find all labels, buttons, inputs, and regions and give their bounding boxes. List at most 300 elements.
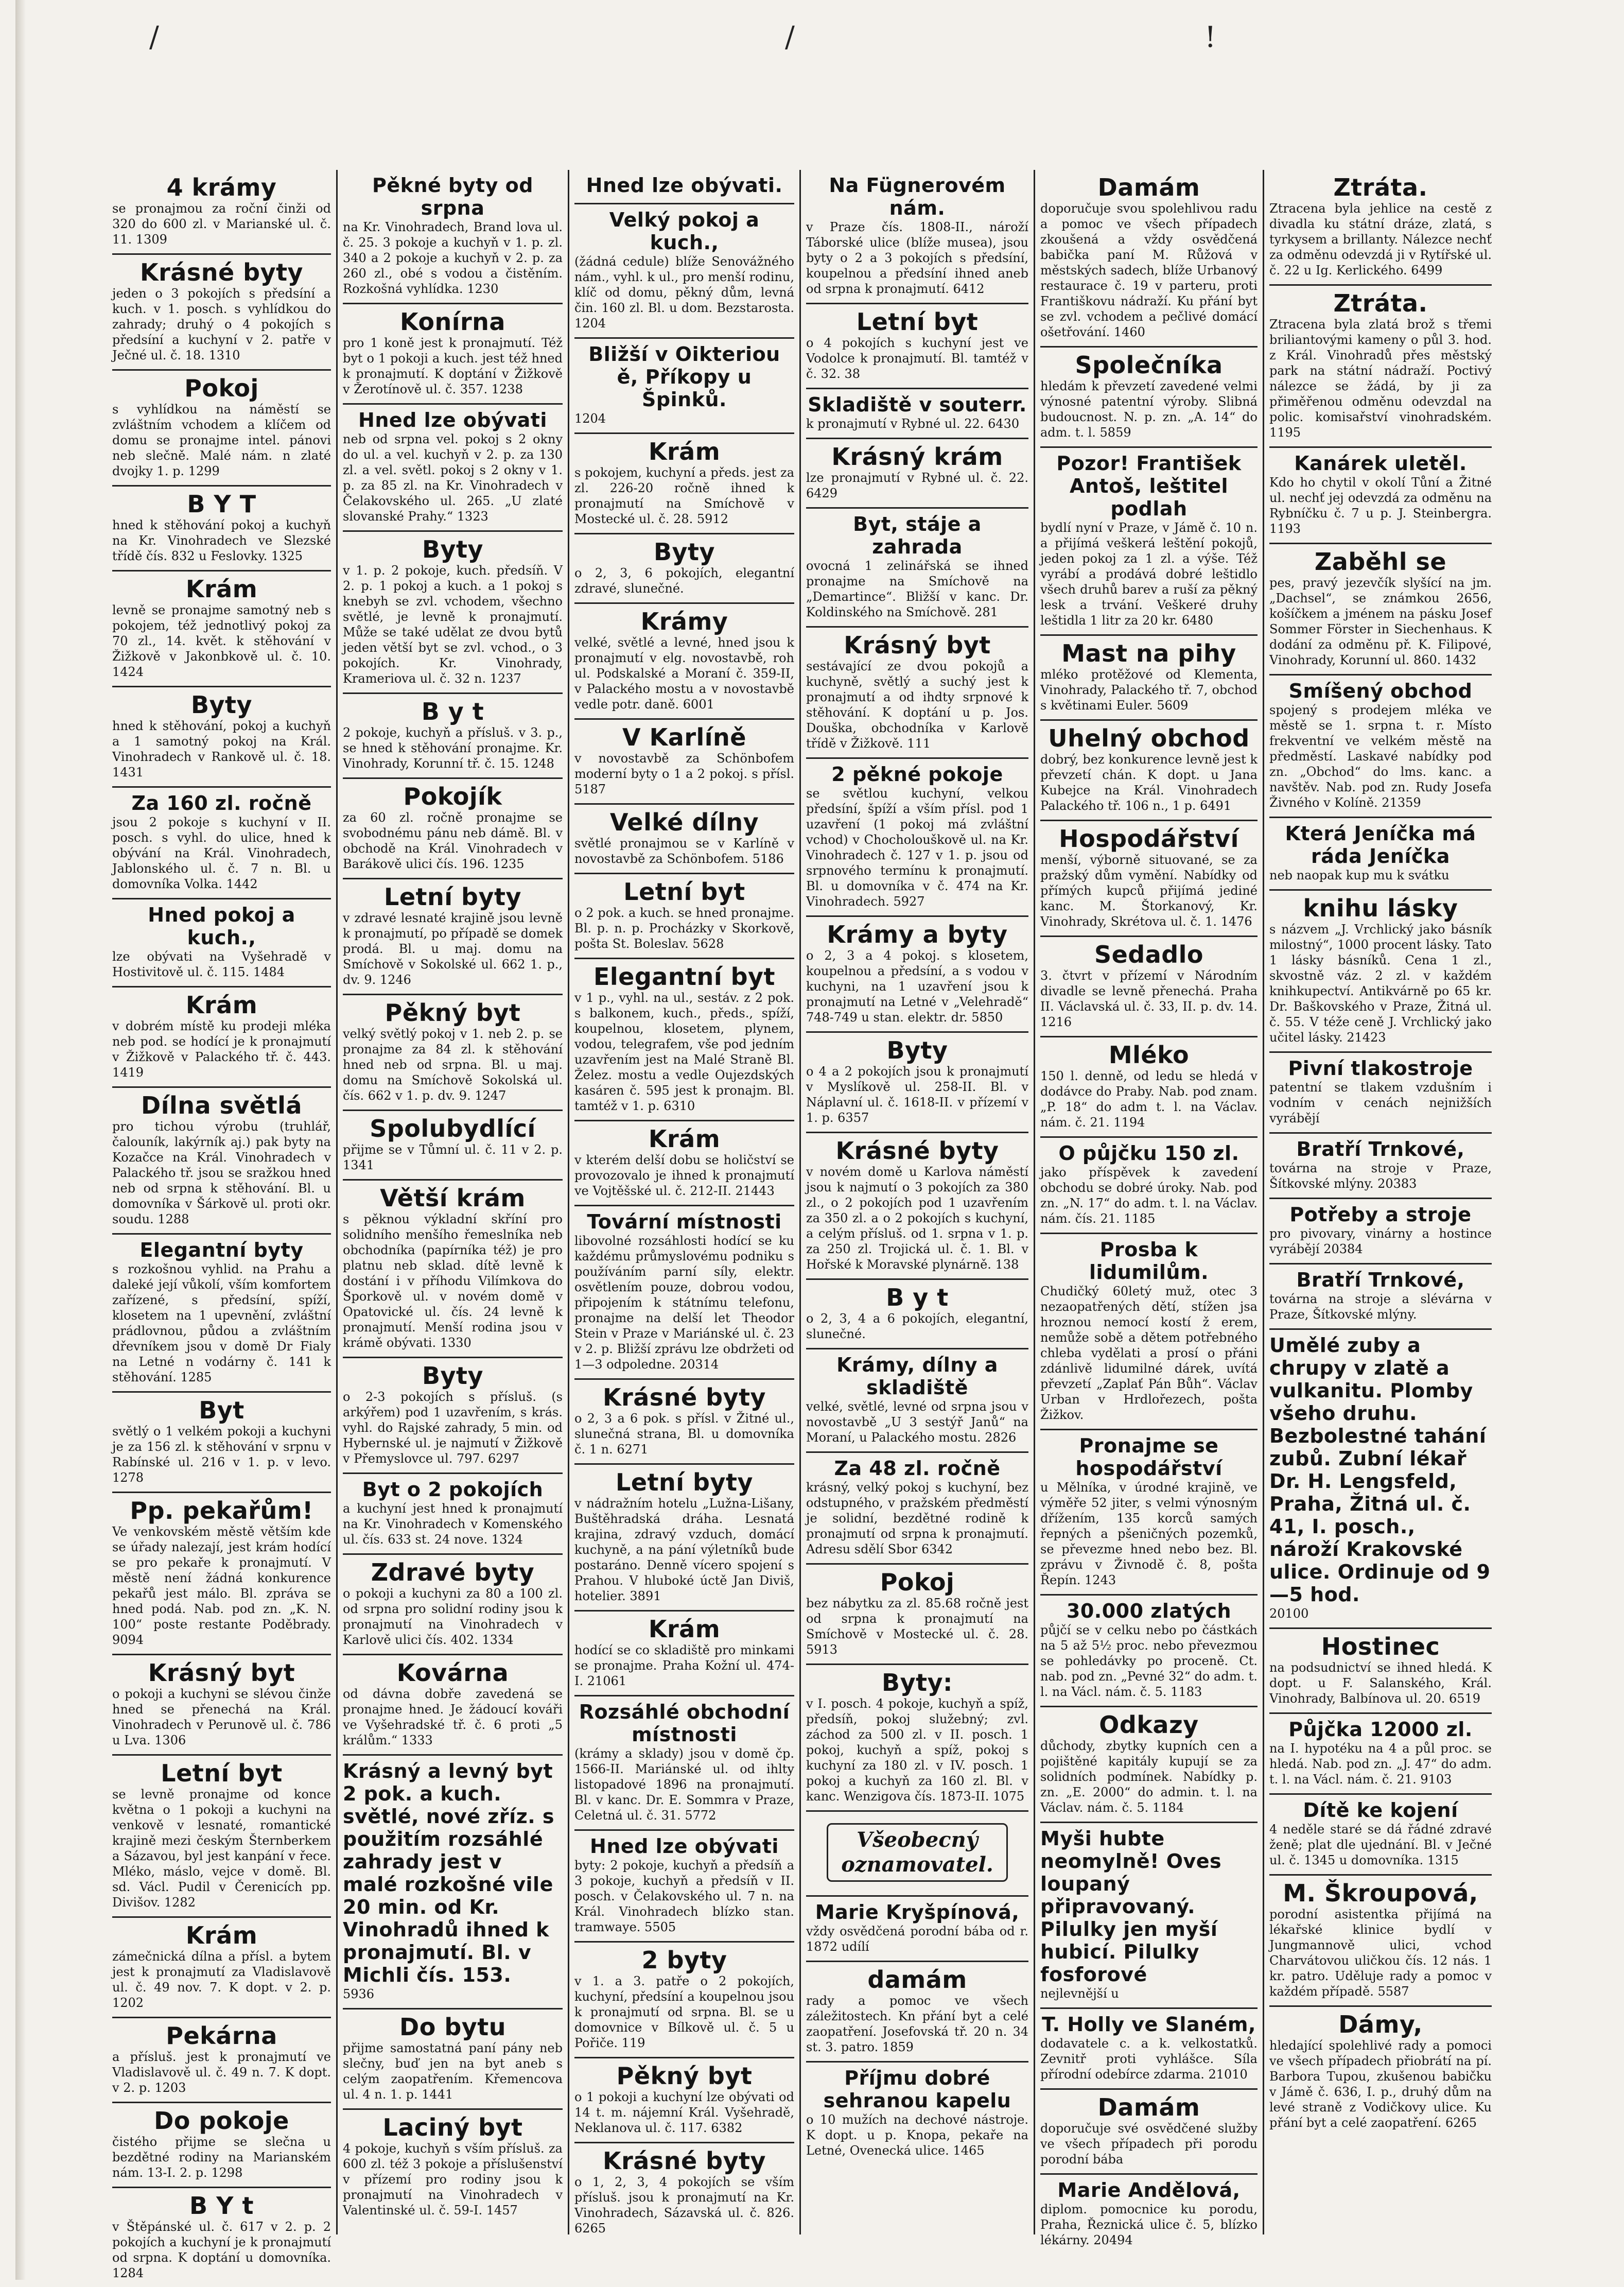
ad-headline: B Y t bbox=[189, 2192, 254, 2220]
ad-body: v zdravé lesnaté krajině jsou levně k pronajmutí, po případě se domek prodá. Bl. u maj. domu na Smíchově v Sokolské ul. 662 1. p., dv. 9. 1246 bbox=[343, 911, 563, 987]
classified-ad bbox=[112, 371, 331, 487]
classified-ad bbox=[343, 405, 563, 532]
classified-ad bbox=[1269, 1795, 1492, 1876]
ad-body: byty: 2 pokoje, kuchyň a předsíň a 3 pokoje, kuchyň a předsíň v II. posch. v Čelakovského ul. 7 n. na Král. Vinohradech blízko stan. tramwaye. 5505 bbox=[574, 1858, 794, 1934]
classified-ad bbox=[806, 759, 1028, 917]
ad-headline: Elegantní byt bbox=[593, 963, 776, 991]
ad-body: 2 pokoje, kuchyň a přísluš. v 3. p., se hned k stěhování pronajme. Kr. Vinohrady, Korunní tř. č. 15. 1248 bbox=[343, 725, 563, 771]
classified-ad bbox=[1040, 821, 1258, 937]
classified-ad bbox=[574, 959, 794, 1121]
classified-ad bbox=[574, 2058, 794, 2143]
classified-ad bbox=[806, 1453, 1028, 1565]
ad-body: dodavatele c. a k. velkostatků. Zevnitř proti vyhlášce. Síla přírodní odebírce zdarma. 21010 bbox=[1040, 2036, 1258, 2082]
classified-ad bbox=[112, 2188, 331, 2287]
classified-ad bbox=[574, 434, 794, 534]
ad-body: menší, výborně situované, se za pražský dům vymění. Nabídky od přímých kupců přijímá jediné kanc. M. Štorkanový, Kr. Vinohrady, Skrétova ul. č. 1. 1476 bbox=[1040, 853, 1258, 929]
ad-body: vždy osvědčená porodní bába od r. 1872 udílí bbox=[806, 1924, 1028, 1954]
ad-column bbox=[568, 170, 799, 2234]
ad-headline: Byt bbox=[199, 1396, 245, 1424]
ad-body: hned k stěhování, pokoj a kuchyň a 1 samotný pokoj na Král. Vinohradech v Rankově ul. č. 18. 1431 bbox=[112, 719, 331, 779]
ad-headline: Do pokoje bbox=[154, 2107, 289, 2135]
ad-body: velký světlý pokoj v 1. neb 2. p. se pronajme za 84 zl. k stěhování hned neb od srpna. Bl. u maj. domu na Smíchově Sokolská ul. čís. 662 v 1. p. dv. 9. 1247 bbox=[343, 1027, 563, 1103]
classified-ad bbox=[112, 1655, 331, 1756]
ad-body: v novém domě u Karlova náměstí jsou k najmutí o 3 pokojích za 380 zl., o 2 pokojích pod 1 uzavřením za 350 zl. a o 2 pokojích s kuchyní, a celým přísluš. od 1. srpna v 1. p. za 250 zl. Trojická ul. č. 1. Bl. v Hořské k Moravské plynárně. 138 bbox=[806, 1165, 1028, 1272]
ad-body: pro pivovary, vinárny a hostince vyrábějí 20384 bbox=[1269, 1226, 1492, 1256]
ad-headline: Krásný byt bbox=[148, 1659, 295, 1687]
classified-ad bbox=[806, 304, 1028, 389]
ad-body: půjčí se v celku nebo po částkách na 5 až 5½ proc. nebo převezmou se pohledávky po proceně. Ct. nab. pod zn. „Pevné 32“ do adm. t. l. na Václ. nám. č. 5. 1183 bbox=[1040, 1623, 1258, 1699]
classified-ad bbox=[343, 995, 563, 1111]
ad-body: továrna na stroje a slévárna v Praze, Šítkovské mlýny. bbox=[1269, 1292, 1492, 1322]
ad-headline: Byty bbox=[422, 1362, 484, 1390]
classified-ad bbox=[1269, 2007, 1492, 2137]
classified-ad bbox=[1269, 1199, 1492, 1264]
ad-headline: Hned lze obývati. bbox=[586, 174, 783, 197]
classified-ad bbox=[343, 1756, 563, 2009]
ad-headline: Do bytu bbox=[399, 2013, 506, 2041]
ad-headline: Byty bbox=[422, 535, 484, 563]
ad-headline: Pěkný byt bbox=[616, 2062, 753, 2090]
classified-ad bbox=[574, 1612, 794, 1696]
classified-ad bbox=[574, 720, 794, 805]
classified-ad bbox=[574, 805, 794, 874]
classified-ad bbox=[343, 1358, 563, 1474]
ad-body: o 2, 3 a 4 pokoj. s klosetem, koupelnou a předsíní, a s vodou v kuchyni, na 1 uzavření jsou k pronajmutí na Letné v „Velehradě“ 748-749 u stan. elektr. dr. 5850 bbox=[806, 948, 1028, 1025]
ad-headline: Mléko bbox=[1108, 1041, 1190, 1069]
ad-headline: B y t bbox=[421, 698, 484, 725]
classified-ad bbox=[112, 987, 331, 1088]
ad-body: továrna na stroje v Praze, Šítkovské mlýny. 20383 bbox=[1269, 1161, 1492, 1191]
ad-headline: Krámy, dílny a skladiště bbox=[836, 1354, 998, 1399]
ad-body: dobrý, bez konkurence levně jest k převzetí chán. K dopt. u Jana Kubejce na Král. Vinohradech Palackého tř. 106 n., 1 p. 6491 bbox=[1040, 752, 1258, 813]
classified-ad bbox=[1040, 636, 1258, 721]
ad-body: na I. hypotéku na 4 a půl proc. se hledá. Nab. pod zn. „J. 47“ do adm. t. l. na Václ. nám. č. 21. 9103 bbox=[1269, 1741, 1492, 1787]
ad-headline: Krám bbox=[185, 991, 258, 1019]
classified-ad bbox=[112, 1235, 331, 1393]
ad-body: velké, světlé, levné od srpna jsou v novostavbě „U 3 sestýř Janů“ na Moraní, u Palackého mostu. 2826 bbox=[806, 1399, 1028, 1445]
ad-headline: Potřeby a stroje bbox=[1289, 1203, 1472, 1226]
classified-ad bbox=[574, 604, 794, 720]
ad-body: důchody, zbytky kupních cen a pojištěné kapitály kupují se za solidních podmínek. Nabídky p. zn. „E. 2000“ do admin. t. l. na Václav. nám. č. 5. 1184 bbox=[1040, 1739, 1258, 1815]
ad-body: 150 l. denně, od ledu se hledá v dodávce do Praby. Nab. pod znam. „P. 18“ do adm t. l. na Václav. nám. č. 21. 1194 bbox=[1040, 1069, 1258, 1130]
classified-ad bbox=[1269, 1629, 1492, 1714]
ad-headline: Bratří Trnkové, bbox=[1296, 1269, 1465, 1291]
ad-headline: Pěkný byt bbox=[385, 999, 521, 1027]
ad-headline: Odkazy bbox=[1099, 1711, 1199, 1739]
classified-ad bbox=[1040, 2090, 1258, 2175]
ad-body: u Mělníka, v úrodné krajině, ve výměře 52 jiter, s velmi výnosným dřížením, 135 korců samých řepných a pšeničných pozemků, se převezme hned nebo bez. Bl. zprávu v Živnodě č. 8, pošta Řepín. 1243 bbox=[1040, 1480, 1258, 1587]
ad-headline: knihu lásky bbox=[1303, 894, 1458, 922]
ad-body: lze pronajmutí v Rybné ul. č. 22. 6429 bbox=[806, 471, 1028, 500]
ad-body: 4 pokoje, kuchyň s vším přísluš. za 600 zl. též 3 pokoje a příslušenství v přízemí pro rodiny jsou k pronajmutí na Vinohradech v Valentinské ul. č. 59-I. 1457 bbox=[343, 2141, 563, 2217]
ad-headline: Tovární místnosti bbox=[587, 1210, 782, 1233]
ad-headline: Bratří Trnkové, bbox=[1296, 1138, 1465, 1160]
classified-ad bbox=[1269, 544, 1492, 675]
ad-headline: Hned pokoj a kuch., bbox=[148, 904, 295, 949]
ad-headline: Za 160 zl. ročně bbox=[131, 792, 312, 815]
classified-ad bbox=[1040, 721, 1258, 821]
classified-ad bbox=[343, 1181, 563, 1358]
classified-ad bbox=[574, 2143, 794, 2242]
classified-ad bbox=[574, 1380, 794, 1465]
ad-headline: Zdravé byty bbox=[371, 1558, 535, 1586]
ad-headline: Velké dílny bbox=[609, 808, 759, 836]
ad-body: porodní asistentka přijímá na lékařské klinice bydlí v Jungmannově ulici, vchod Charvátovou uličkou čís. 12 nás. 1 kr. patro. Uděluje rady a pomoc v každém případě. 5587 bbox=[1269, 1907, 1492, 1999]
classified-ad bbox=[112, 170, 331, 255]
ad-headline: Byty bbox=[886, 1036, 948, 1064]
classified-ad bbox=[806, 170, 1028, 304]
ad-headline: 2 pěkné pokoje bbox=[831, 763, 1003, 786]
classified-ad bbox=[343, 2110, 563, 2224]
ad-headline: Letní byty bbox=[616, 1468, 753, 1496]
ad-body: zámečnická dílna a přísl. a bytem jest k pronajmutí za Vladislavově ul. č. 49 nov. 7. K dopt. v 2. p. 1202 bbox=[112, 1949, 331, 2010]
classified-ad bbox=[112, 2103, 331, 2188]
ad-body: neb naopak kup mu k svátku bbox=[1269, 868, 1450, 882]
top-marks bbox=[0, 21, 1624, 62]
classified-ad bbox=[806, 1133, 1028, 1280]
ad-headline: Krásný a levný byt 2 pok. a kuch. světlé, nové zříz. s použitím rozsáhlé zahrady jest v malé rozkošné vile 20 min. od Kr. Vinohradů ihned k pronajmutí. Bl. v Michli čís. 153. bbox=[343, 1760, 555, 1986]
ad-body: v I. posch. 4 pokoje, kuchyň a spíž, předsíň, pokoj služebný; zvl. záchod za 500 zl. v II. posch. 1 pokoj, kuchyň a spíž, pokoj s kuchyní za 180 zl. v IV. posch. 1 pokoj a kuchyň za 160 zl. Bl. v kanc. Wenzigova čís. 1873-II. 1075 bbox=[806, 1696, 1028, 1804]
ad-column bbox=[799, 170, 1034, 2234]
ad-headline: Pp. pekařům! bbox=[130, 1497, 313, 1524]
ad-headline: Krám bbox=[648, 438, 721, 465]
classified-ad bbox=[112, 788, 331, 899]
ad-body: na podsudnictví se ihned hledá. K dopt. u F. Salanského, Král. Vinohrady, Balbínova ul. 20. 6519 bbox=[1269, 1660, 1492, 1706]
ad-body: čistého přijme se slečna u bezdětné rodiny na Marianském nám. 13-I. 2. p. 1298 bbox=[112, 2135, 331, 2180]
ad-headline: Příjmu dobré sehranou kapelu bbox=[823, 2067, 1011, 2112]
ad-body: o pokoji a kuchyni se slévou činže hned se přenechá na Král. Vinohradech v Perunově ul. č. 786 u Lva. 1306 bbox=[112, 1687, 331, 1747]
classified-ad bbox=[574, 1831, 794, 1943]
ad-headline: Dámy, bbox=[1338, 2011, 1423, 2038]
classified-ad bbox=[112, 571, 331, 687]
ad-body: Ztracena byla zlatá brož s třemi briliantovými kameny o půl 3. hod. z Král. Vinohradů přes městský park na státní nádraží. Poctivý nálezce se žádá, by ji za přiměřenou odměnu odevzdal na polic. komisařství vinohradském. 1195 bbox=[1269, 317, 1492, 440]
ad-body: hned k stěhování pokoj a kuchyň na Kr. Vinohradech ve Slezské třídě čís. 832 u Feslovky. 1325 bbox=[112, 518, 331, 563]
classified-ad bbox=[1040, 1823, 1258, 2009]
ad-headline: Letní byt bbox=[623, 878, 745, 906]
ad-headline: Pokojík bbox=[403, 783, 502, 810]
top-mark: ! bbox=[1204, 21, 1216, 54]
ad-headline: Krámy a byty bbox=[827, 921, 1008, 948]
ad-body: bydlí nyní v Praze, v Jámě č. 10 n. a přijímá veškerá leštění pokojů, jeden pokoj za 1 zl. a výše. Též vyrábí a prodává dobré leštidlo všech druhů barev a ruší za pěkný lesk a trvání. Veškeré druhy leštidla 1 litr za 20 kr. 6480 bbox=[1040, 521, 1258, 628]
ad-body: hledající spolehlivé rady a pomoci ve všech případech přiobrátí na pí. Barbora Tupou, zkušenou babičku v Jámě č. 636, I. p., druhý dům na levé straně z Vodičkovy ulice. Ku přání byt a celé zaopatření. 6265 bbox=[1269, 2038, 1492, 2130]
classified-ad bbox=[343, 694, 563, 779]
ad-body: 20100 bbox=[1269, 1606, 1309, 1621]
ad-headline: Pekárna bbox=[166, 2022, 277, 2050]
classified-ad bbox=[112, 487, 331, 571]
ad-headline: Mast na pihy bbox=[1061, 639, 1236, 667]
ad-body: s pěknou výkladní skříní pro solidního menšího řemeslníka neb obchodníka (papírníka též) je pro platnu neb sklad. dítě levně k dostání i v příhodu Vilímkova do Šporkově ul. v novém domě v Opatovické ul. čís. 24 levně k pronajmutí. Menší rodina jsou v krámě obývati. 1330 bbox=[343, 1212, 563, 1350]
ad-headline: Rozsáhlé obchodní místnosti bbox=[579, 1701, 790, 1746]
ad-headline: B y t bbox=[886, 1284, 949, 1311]
classified-ad bbox=[806, 1280, 1028, 1349]
ad-body: neb od srpna vel. pokoj s 2 okny do ul. a vel. kuchyň v 2. p. za 130 zl. a vel. světl. pokoj s 2 okny v 1. p. za 85 zl. na Kr. Vinohradech v Čelakovského ul. 265. „U zlaté slovanské Prahy.“ 1323 bbox=[343, 432, 563, 524]
ad-headline: Pozor! František Antoš, leštitel podlah bbox=[1056, 452, 1242, 520]
ad-headline: Uhelný obchod bbox=[1048, 724, 1250, 752]
ad-headline: Společníka bbox=[1075, 351, 1223, 379]
classified-ad bbox=[343, 1111, 563, 1181]
ad-body: nejlevnější u bbox=[1040, 1986, 1119, 2001]
ad-column bbox=[107, 170, 336, 2280]
ad-body: o 4 a 2 pokojích jsou k pronajmutí v Myslíkově ul. 258-II. Bl. v Náplavní ul. č. 1618-II. v přízemí v 1. p. 6357 bbox=[806, 1064, 1028, 1125]
ad-headline: O půjčku 150 zl. bbox=[1058, 1142, 1239, 1165]
ad-headline: Sedadlo bbox=[1094, 941, 1204, 968]
ad-headline: Spolubydlící bbox=[370, 1115, 536, 1142]
ad-body: hledám k převzetí zavedené velmi výnosné patentní výroby. Slibná budoucnost. N. p. zn. „A. 14“ do adm. t. l. 5859 bbox=[1040, 379, 1258, 440]
ad-headline: Hned lze obývati bbox=[590, 1835, 779, 1858]
ad-body: 4 neděle staré se dá řádné zdravé ženě; plat dle ujednání. Bl. v Ječné ul. č. 1345 u domovníka. 1315 bbox=[1269, 1822, 1492, 1867]
ad-body: a kuchyní jest hned k pronajmutí na Kr. Vinohradech v Komenského ul. čís. 633 st. 24 nove. 1324 bbox=[343, 1501, 563, 1547]
classified-ad bbox=[1269, 818, 1492, 891]
ad-headline: Konírna bbox=[400, 308, 505, 336]
ad-body: mléko protěžové od Klementa, Vinohrady, Palackého tř. 7, obchod s květinami Euler. 5609 bbox=[1040, 667, 1258, 713]
ad-body: 5936 bbox=[343, 1987, 375, 2001]
classified-ad bbox=[1040, 1138, 1258, 1234]
ad-body: patentní se tlakem vzdušním i vodním v cenách nejnižších vyrábějí bbox=[1269, 1080, 1492, 1125]
ad-headline: Krám bbox=[185, 575, 258, 603]
ad-body: 1204 bbox=[574, 411, 606, 426]
classified-ad bbox=[112, 687, 331, 788]
classified-ad bbox=[112, 1088, 331, 1235]
ad-headline: Smíšený obchod bbox=[1288, 680, 1473, 702]
ad-headline: Myši hubte neomylně! Oves loupaný připravovaný. Pilulky jen myší hubicí. Pilulky fosforové bbox=[1040, 1827, 1222, 1986]
ad-headline: Hostinec bbox=[1321, 1633, 1440, 1660]
ad-headline: damám bbox=[867, 1966, 967, 1994]
classified-ad bbox=[806, 389, 1028, 439]
ad-headline: Krám bbox=[185, 1921, 258, 1949]
ad-headline: B Y T bbox=[187, 490, 256, 518]
classified-ad bbox=[343, 304, 563, 405]
ad-body: pes, pravý jezevčík slyšící na jm. „Dachsel“, se známkou 2656, košíčkem a jménem na pásku Josef Sommer Förster in Siechenhaus. K dodání za odměnu př. K. Filipové, Vinohrady, Korunní ul. 860. 1432 bbox=[1269, 576, 1492, 667]
classified-ad bbox=[1040, 448, 1258, 636]
classified-ad bbox=[574, 1696, 794, 1831]
ad-body: o 4 pokojích s kuchyní jest ve Vodolce k pronajmutí. Bl. tamtéž v č. 32. 38 bbox=[806, 336, 1028, 381]
ad-headline: Krám bbox=[648, 1125, 721, 1153]
classified-ad bbox=[806, 1665, 1028, 1812]
classified-ad bbox=[112, 255, 331, 371]
ad-body: (krámy a sklady) jsou v domě čp. 1566-II. Mariánské ul. od ihlty listopadové 1896 na pronajmutí. Bl. v kanc. Dr. E. Sommra v Praze, Celetná ul. č. 31. 5772 bbox=[574, 1746, 794, 1823]
ad-headline: T. Holly ve Slaném, bbox=[1042, 2013, 1256, 2036]
classified-ad bbox=[574, 1121, 794, 1206]
ad-body: pro 1 koně jest k pronajmutí. Též byt o 1 pokoji a kuch. jest též hned k pronajmutí. K doptání v Žižkově v Žerotínově ul. č. 357. 1238 bbox=[343, 336, 563, 396]
ad-headline: Skladiště v souterr. bbox=[808, 393, 1027, 416]
ad-body: v kterém delší dobu se holičství se provozovalo je ihned k pronajmutí ve Vojtěšské ul. č. 212-II. 21443 bbox=[574, 1153, 794, 1198]
ad-body: lze obývati na Vyšehradě v Hostivitově ul. č. 115. 1484 bbox=[112, 949, 331, 979]
ad-headline: Ztráta. bbox=[1333, 174, 1428, 201]
classified-ad bbox=[806, 2063, 1028, 2164]
ad-body: jako příspěvek k zavedení obchodu se dobré úroky. Nab. pod zn. „N. 17“ do adm. t. l. na Václav. nám. čís. 21. 1185 bbox=[1040, 1165, 1258, 1226]
ad-body: jeden o 3 pokojích s předsíní a kuch. v 1. posch. s vyhlídkou do zahrady; druhý o 4 pokojích s předsíní a kuchyní v 2. patře v Ječné ul. č. 18. 1310 bbox=[112, 286, 331, 362]
ad-headline: Dítě ke kojení bbox=[1303, 1799, 1458, 1822]
ad-headline: Byt, stáje a zahrada bbox=[853, 513, 982, 558]
ad-body: o 2 pok. a kuch. se hned pronajme. Bl. p. n. p. Procházky v Skorkově, pošta St. Boleslav. 5628 bbox=[574, 906, 794, 951]
ad-headline: 4 krámy bbox=[166, 174, 277, 201]
classified-ad bbox=[1040, 1707, 1258, 1823]
ad-body: v Praze čís. 1808-II., nároží Táborské ulice (blíže musea), jsou byty o 2 a 3 pokojích s předsíní, koupelnou a předsíní ihned aneb od srpna k pronajmutí. 6412 bbox=[806, 220, 1028, 296]
classified-ad bbox=[343, 170, 563, 304]
ad-headline: Dílna světlá bbox=[141, 1091, 302, 1119]
ad-headline: Elegantní byty bbox=[139, 1239, 304, 1261]
ad-body: se světlou kuchyní, velkou předsíní, špíží a vším přísl. pod 1 uzavření (1 pokoj má zvláštní vchod) v Chocholouškově ul. na Kr. Vinohradech č. 127 v 1. p. jsou od srpnového termínu k pronajmutí. Bl. u domovníka v č. 474 na Kr. Vinohradech. 5927 bbox=[806, 786, 1028, 909]
ad-headline: Letní byt bbox=[161, 1759, 283, 1787]
ad-headline: Krásné byty bbox=[602, 1383, 766, 1411]
ad-headline: Větší krám bbox=[380, 1184, 526, 1212]
ad-body: Chudičký 60letý muž, otec 3 nezaopatřených dětí, stížen jsa hroznou nemocí kostí ž erem, nemůže sobě a dětem potřebného chleba vydělati a prosí o přáni zdánlivě lidumilné dárek, uvítá převzetí „Zaplať Pán Bůh“. Václav Urban v Hrdlořezech, pošta Žižkov. bbox=[1040, 1284, 1258, 1422]
classified-ad bbox=[1269, 170, 1492, 286]
classified-ad bbox=[574, 1206, 794, 1380]
classified-ad bbox=[574, 534, 794, 604]
ad-body: o 2, 3 a 6 pok. s přísl. v Žitné ul., slunečná strana, Bl. u domovníka č. 1 n. 6271 bbox=[574, 1411, 794, 1457]
classified-ad bbox=[806, 509, 1028, 628]
classified-ad bbox=[1040, 937, 1258, 1037]
ad-headline: Byty: bbox=[882, 1669, 953, 1696]
ad-body: spojený s prodejem mléka ve městě se 1. srpna t. r. Místo frekventní ve velkém městě na předměstí. Laskavé nabídky pod zn. „Obchod“ do lms. kanc. a navštěv. Nab. pod zn. Rudy Josefa Živného v Kolíně. 21359 bbox=[1269, 703, 1492, 810]
ad-body: od dávna dobře zavedená se pronajme hned. Je žádoucí kováři ve Vyšehradské tř. č. 6 proti „5 králům.“ 1333 bbox=[343, 1687, 563, 1747]
ad-headline: Damám bbox=[1097, 2093, 1200, 2121]
ad-headline: V Karlíně bbox=[622, 723, 746, 751]
classified-ad bbox=[806, 1349, 1028, 1453]
classified-ad bbox=[1269, 286, 1492, 448]
ad-body: v 1. p. 2 pokoje, kuch. předsíň. V 2. p. 1 pokoj a kuch. a 1 pokoj s knebyh se zvl. vchodem, všechno světlé, je levně k pronajmutí. Může se také udělat ze dvou bytů jeden větší byt se zvl. vchod., o 3 pokojích. Kr. Vinohrady, Krameriova ul. č. 32 n. 1237 bbox=[343, 563, 563, 686]
ad-headline: Kovárna bbox=[396, 1659, 509, 1687]
ad-body: rady a pomoc ve všech záležitostech. Kn přání byt a celé zaopatření. Josefovská tř. 20 n. 34 st. 3. patro. 1859 bbox=[806, 1994, 1028, 2054]
ad-body: diplom. pomocnice ku porodu, Praha, Řeznická ulice č. 5, blízko lékárny. 20494 bbox=[1040, 2202, 1258, 2247]
ad-body: pro tichou výrobu (truhlář, čalouník, lakýrník aj.) pak byty na Kozačce na Král. Vinohradech v Palackého tř. jsou se sražkou hned neb od srpna k stěhování. Bl. u domovníka v Šárkově ul. proti okr. soudu. 1288 bbox=[112, 1119, 331, 1226]
ad-headline: Velký pokoj a kuch., bbox=[609, 209, 760, 254]
ad-body: jsou 2 pokoje s kuchyní v II. posch. s vyhl. do ulice, hned k obývání na Král. Vinohradech, Jablonského ul. č. 7 n. Bl. u domovníka Volka. 1442 bbox=[112, 815, 331, 891]
ad-body: světlý o 1 velkém pokoji a kuchyni je za 156 zl. k stěhování v srpnu v Rabínské ul. 216 v 1. p. v levo. 1278 bbox=[112, 1424, 331, 1485]
ad-body: za 60 zl. ročně pronajme se svobodnému pánu neb dámě. Bl. v obchodě na Král. Vinohradech v Barákově ulici čís. 196. 1235 bbox=[343, 810, 563, 871]
ad-body: v nádražním hotelu „Lužna-Lišany, Buštěhradská dráha. Lesnatá krajina, zdravý vzduch, domácí kuchyně, a na pání výletníků bude postaráno. Denně vícero spojení s Prahou. V hluboké úctě Jan Diviš, hotelier. 3891 bbox=[574, 1496, 794, 1603]
ad-body: ovocná 1 zelinářská se ihned pronajme na Smíchově na „Demartince“. Bližší v kanc. Dr. Koldinského na Smíchově. 281 bbox=[806, 559, 1028, 619]
ad-body: v 1 p., vyhl. na ul., sestáv. z 2 pok. s balkonem, kuch., předs., spíží, koupelnou, klosetem, plynem, vodou, telegrafem, vše pod jedním uzavřením jest na Malé Straně Bl. Želez. mostu a vedle Oujezdských kasáren č. 595 jest k pronajm. Bl. tamtéž v 1. p. 6310 bbox=[574, 991, 794, 1113]
classified-columns bbox=[107, 170, 1620, 2280]
classified-ad bbox=[1269, 1053, 1492, 1134]
ad-headline: Laciný byt bbox=[382, 2113, 523, 2141]
ad-headline: M. Škroupová, bbox=[1283, 1879, 1478, 1907]
ad-body: Ztracena byla jehlice na cestě z divadla ku státní dráze, zlatá, s tyrkysem a brillanty. Nálezce nechť za odměnu odevzdá ji v Rytířské ul. č. 22 u Ig. Kerlického. 6499 bbox=[1269, 201, 1492, 278]
ad-body: Kdo ho chytil v okolí Tůní a Žitné ul. nechť jej odevzdá za odměnu na Rybníčku č. 7 u p. J. Steinbergra. 1193 bbox=[1269, 475, 1492, 536]
ad-headline: Zaběhl se bbox=[1314, 548, 1447, 576]
ad-body: v Štěpánské ul. č. 617 v 2. p. 2 pokojích a kuchyní je k pronajmutí od srpna. K doptání u domovníka. 1284 bbox=[112, 2220, 331, 2280]
classified-ad bbox=[1040, 2175, 1258, 2254]
classified-ad bbox=[806, 1565, 1028, 1665]
ad-body: v novostavbě za Schönbofem moderní byty o 1 a 2 pokoj. s přísl. 5187 bbox=[574, 751, 794, 796]
ad-headline: 30.000 zlatých bbox=[1066, 1600, 1232, 1622]
ad-headline: Pokoj bbox=[880, 1568, 955, 1596]
classified-ad bbox=[1269, 1330, 1492, 1629]
ad-headline: Krásné byty bbox=[835, 1137, 999, 1165]
ad-body: (žádná cedule) blíže Senovážného nám., vyhl. k ul., pro menší rodinu, klíč od domu, pěkný dům, levná čin. 160 zl. Bl. u dom. Bezstarosta. 1204 bbox=[574, 254, 794, 331]
ad-headline: Marie Andělová, bbox=[1057, 2179, 1241, 2202]
ad-body: levně se pronajme samotný neb s pokojem, též jednotlivý pokoj za 70 zl., 14. květ. k stěhování v Žižkově v Jakonbkově ul. č. 10. 1424 bbox=[112, 603, 331, 679]
classified-ad bbox=[1040, 170, 1258, 348]
ad-headline: Bližší v Oikteriou ě, Příkopy u Špinků. bbox=[588, 343, 780, 411]
classified-ad bbox=[1269, 1876, 1492, 2007]
ad-body: o 2-3 pokojích s přísluš. (s arkýřem) pod 1 uzavřením, s krás. vyhl. do Rajské zahrady, 5 min. od Hybernské ul. je najmutí v Žižkově v Přemyslovce ul. 797. 6297 bbox=[343, 1390, 563, 1466]
classified-ad bbox=[806, 917, 1028, 1033]
classified-ad bbox=[1040, 1037, 1258, 1138]
classified-ad bbox=[1040, 1430, 1258, 1596]
top-mark: / bbox=[785, 21, 795, 54]
ad-body: doporučuje svou spolehlivou radu a pomoc ve všech případech zkoušená a vždy osvědčená babička paní M. Růžová v městských sadech, blíže Urbanový restaurace č. 19 v parteru, proti Františkovu nádraží. Ku přání byt se zvl. vchodem a pečlivé domácí ošetřování. 1460 bbox=[1040, 201, 1258, 339]
classified-ad bbox=[343, 779, 563, 879]
classified-ad bbox=[112, 2018, 331, 2103]
classified-ad bbox=[112, 1756, 331, 1918]
ad-headline: Za 48 zl. ročně bbox=[834, 1457, 1001, 1480]
ad-headline: Pokoj bbox=[184, 374, 259, 402]
ad-body: Ve venkovském městě větším kde se úřady nalezají, jest krám hodící se pro pekaře k pronajmutí. V městě není žádná konkurence pekařů jest málo. Bl. zpráva se hned podá. Nab. pod zn. „K. N. 100“ poste restante Poděbrady. 9094 bbox=[112, 1524, 331, 1647]
ad-body: přijme se v Tůmní ul. č. 11 v 2. p. 1341 bbox=[343, 1142, 563, 1172]
classified-ad bbox=[806, 1812, 1028, 1897]
ad-headline: Půjčka 12000 zl. bbox=[1288, 1718, 1473, 1741]
ad-body: o 1, 2, 3, 4 pokojích se vším přísluš. jsou k pronajmutí na Kr. Vinohradech, Sázavská ul. č. 826. 6265 bbox=[574, 2175, 794, 2236]
classified-ad bbox=[574, 339, 794, 434]
classified-ad bbox=[343, 2009, 563, 2110]
ad-headline: Letní byty bbox=[384, 883, 521, 911]
ad-headline: Krásné byty bbox=[602, 2147, 766, 2175]
ad-body: krásný, velký pokoj s kuchyní, bez odstupného, v pražském předměstí je solidní, bezdětné rodině k pronajmutí od srpna k pronajmutí. Adresu sdělí Sbor 6342 bbox=[806, 1480, 1028, 1556]
ad-headline: Byty bbox=[190, 691, 253, 719]
ad-headline: Na Fügnerovém nám. bbox=[829, 174, 1006, 219]
ad-headline: Pronajme se hospodářství bbox=[1075, 1434, 1223, 1480]
classified-ad bbox=[1269, 675, 1492, 818]
classified-ad bbox=[1269, 1714, 1492, 1795]
ad-body: o pokoji a kuchyni za 80 a 100 zl. od srpna pro solidní rodiny jsou k pronajmutí na Vinohradech v Karlově ulici čís. 402. 1334 bbox=[343, 1586, 563, 1647]
classified-ad bbox=[1269, 448, 1492, 544]
ad-headline: Letní byt bbox=[856, 308, 979, 336]
classified-ad bbox=[574, 170, 794, 204]
ad-headline: Krámy bbox=[640, 608, 728, 635]
classified-ad bbox=[806, 1033, 1028, 1133]
classified-ad bbox=[806, 439, 1028, 509]
classified-ad bbox=[1269, 1134, 1492, 1199]
ad-headline: 2 byty bbox=[641, 1946, 727, 1974]
classified-ad bbox=[343, 1474, 563, 1555]
classified-ad bbox=[112, 1918, 331, 2018]
classified-ad bbox=[806, 1897, 1028, 1962]
ad-headline: Hospodářství bbox=[1059, 825, 1239, 853]
classified-ad bbox=[343, 1555, 563, 1655]
ad-headline: Byt o 2 pokojích bbox=[362, 1478, 544, 1501]
ad-body: s pokojem, kuchyní a předs. jest za zl. 226-20 ročně ihned k pronajmutí na Smíchově v Mostecké ul. č. 28. 5912 bbox=[574, 465, 794, 526]
ad-body: o 2, 3, 6 pokojích, elegantní zdravé, slunečné. bbox=[574, 566, 794, 596]
ad-headline: Prosba k lidumilům. bbox=[1089, 1238, 1209, 1284]
classified-ad bbox=[343, 879, 563, 995]
ad-headline: Marie Kryšpínová, bbox=[815, 1901, 1020, 1924]
ad-body: sestávající ze dvou pokojů a kuchyně, světlý a suchý jest k pronajmutí a od ihdty srpnové k stěhování. K doptání u p. Jos. Douška, obchodníka v Karlově třídě v Žižkově. 111 bbox=[806, 659, 1028, 751]
ad-body: libovolné rozsáhlosti hodící se ku každému průmyslovému podniku s používáním parní síly, elektr. osvětlením pouze, dobrou vodou, připojením k státnímu telefonu, pronajme na delší let Theodor Stein v Praze v Mariánské ul. č. 23 v 2. p. Bližší zprávu lze obdržeti od 1—3 odpoledne. 20314 bbox=[574, 1234, 794, 1372]
classified-ad bbox=[806, 1962, 1028, 2063]
ad-headline: Krásný byt bbox=[844, 631, 991, 659]
classified-ad bbox=[574, 1465, 794, 1612]
ad-body: přijme samostatná paní pány neb slečny, buď jen na byt aneb s celým zaopatřením. Křemencova ul. 4 n. 1. p. 1441 bbox=[343, 2041, 563, 2102]
classified-ad bbox=[343, 1655, 563, 1756]
classified-ad bbox=[1269, 891, 1492, 1053]
ad-headline: Která Jeníčka má ráda Jeníčka bbox=[1285, 822, 1476, 868]
ad-headline: Pěkné byty od srpna bbox=[372, 174, 533, 219]
ad-body: o 2, 3, 4 a 6 pokojích, elegantní, slunečné. bbox=[806, 1311, 1028, 1341]
ad-body: s názvem „J. Vrchlický jako básník milostný“, 1000 procent lásky. Tato 1 lásky básníků. Cena 1 zl., skvostně váz. 2 zl. v každém knihkupectví. Antikvárně po 65 kr. Dr. Baškovského v Praze, Žitná ul. č. 55. V téže ceně J. Vrchlický jako učitel lásky. 21423 bbox=[1269, 922, 1492, 1045]
ad-body: o 10 mužích na dechové nástroje. K dopt. u p. Knopa, pekaře na Letné, Ovenecká ulice. 1465 bbox=[806, 2112, 1028, 2158]
section-banner: Všeobecný oznamovatel. bbox=[827, 1823, 1008, 1882]
ad-body: doporučuje své osvědčené služby ve všech případech při porodu porodní bába bbox=[1040, 2121, 1258, 2167]
classified-ad bbox=[112, 899, 331, 987]
classified-ad bbox=[1040, 2009, 1258, 2090]
ad-headline: Krásné byty bbox=[139, 258, 304, 286]
classified-ad bbox=[343, 532, 563, 694]
ad-body: světlé pronajmou se v Karlíně v novostavbě za Schönbofem. 5186 bbox=[574, 836, 794, 866]
ad-body: s rozkošnou vyhlid. na Prahu a daleké její vůkolí, vším komfortem zařízené, s předsíní, spíží, klosetem na 1 upevnění, zvláštní prádlovnou, půdou a zvláštním dřevníkem jsou v domě Dr Fialy na Letné n vodárny č. 141 k stěhování. 1285 bbox=[112, 1262, 331, 1384]
